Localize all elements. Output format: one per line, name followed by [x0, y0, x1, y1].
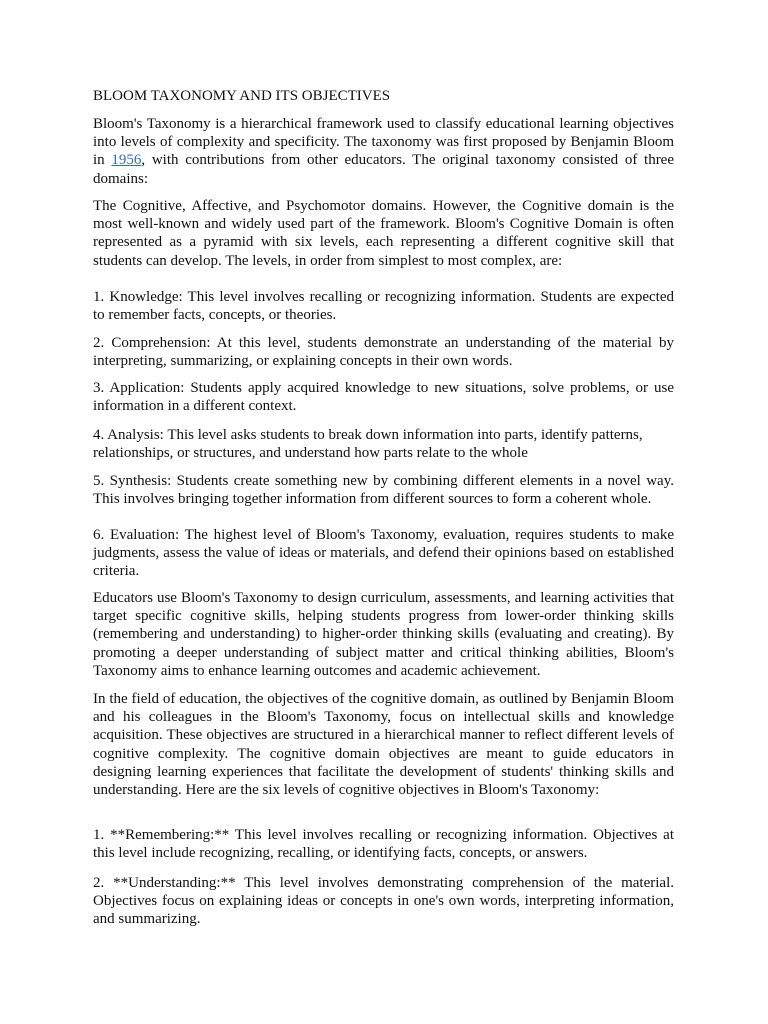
year-link[interactable]: 1956 [111, 152, 142, 169]
level-item-synthesis: 5. Synthesis: Students create something new by combining different elements in a novel way. This involves bringing together information from different sources to form a coherent whole. [93, 473, 674, 508]
domains-paragraph: The Cognitive, Affective, and Psychomotor domains. However, the Cognitive domain is the most well-known and widely used part of the framework. Bloom's Cognitive Domain is often represented as a pyramid with six levels, each representing a different cognitive skill that students can develop. The levels, in order from simplest to most complex, are: [93, 198, 674, 269]
document-title: BLOOM TAXONOMY AND ITS OBJECTIVES [93, 88, 391, 104]
intro-text-start: Bloom's Taxonomy is a hierarchical framework used to classify educational learning objectives into levels of complexity and specificity. The taxonomy was first proposed by Benjamin Bloom in [93, 116, 674, 169]
educators-paragraph: Educators use Bloom's Taxonomy to design curriculum, assessments, and learning activities that target specific cognitive skills, helping students progress from lower-order thinking skills (remembering and understanding) to higher-order thinking skills (evaluating and creating). By promoting a deeper understanding of subject matter and critical thinking abilities, Bloom's Taxonomy aims to enhance learning outcomes and academic achievement. [93, 590, 674, 679]
objective-item-understanding: 2. **Understanding:** This level involves demonstrating comprehension of the material. Objectives focus on explaining ideas or concepts in one's own words, interpreting information, and summarizing. [93, 875, 674, 928]
intro-paragraph [93, 115, 674, 188]
objective-item-remembering: 1. **Remembering:** This level involves recalling or recognizing information. Objectives at this level include recognizing, recalling, or identifying facts, concepts, or answers. [93, 827, 674, 862]
level-item-analysis: 4. Analysis: This level asks students to break down information into parts, identify patterns, relationships, or structures, and understand how parts relate to the whole [93, 427, 643, 462]
level-item-knowledge: 1. Knowledge: This level involves recalling or recognizing information. Students are expected to remember facts, concepts, or theories. [93, 289, 674, 324]
level-item-application: 3. Application: Students apply acquired knowledge to new situations, solve problems, or use information in a different context. [93, 380, 674, 415]
level-item-evaluation: 6. Evaluation: The highest level of Bloom's Taxonomy, evaluation, requires students to make judgments, assess the value of ideas or materials, and defend their opinions based on established criteria. [93, 527, 674, 580]
cognitive-objectives-paragraph: In the field of education, the objectives of the cognitive domain, as outlined by Benjamin Bloom and his colleagues in the Bloom's Taxonomy, focus on intellectual skills and knowledge acquisition. These objectives are structured in a hierarchical manner to reflect different levels of cognitive complexity. The cognitive domain objectives are meant to guide educators in designing learning experiences that facilitate the development of students' thinking skills and understanding. Here are the six levels of cognitive objectives in Bloom's Taxonomy: [93, 691, 674, 799]
intro-text-end: , with contributions from other educators. The original taxonomy consisted of three domains: [93, 152, 674, 187]
level-item-comprehension: 2. Comprehension: At this level, students demonstrate an understanding of the material by interpreting, summarizing, or explaining concepts in their own words. [93, 335, 674, 370]
